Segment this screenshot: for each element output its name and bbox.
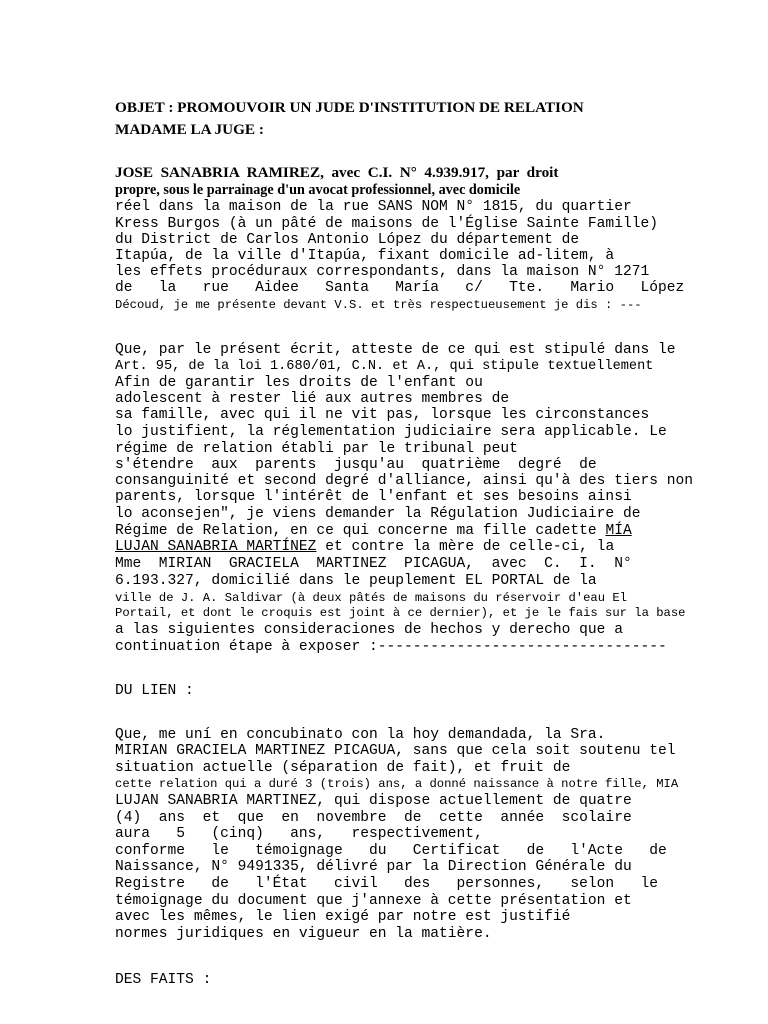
lien-line-1: Que, me uní en concubinato con la hoy demandada, la Sra. — [115, 727, 606, 743]
lien-line-6: (4) ans et que en novembre de cette année scolaire — [115, 810, 632, 826]
request-line-1: Que, par le présent écrit, atteste de ce qui est stipulé dans le — [115, 342, 676, 358]
request-line-13-text: et contre la mère de celle-ci, la — [316, 539, 615, 555]
request-line-9: consanguinité et second degré d'alliance, ainsi qu'à des tiers non — [115, 473, 694, 489]
object-line: OBJET : PROMOUVOIR UN JUDE D'INSTITUTION DE RELATION — [115, 99, 584, 116]
request-line-12-text: Régime de Relation, en ce qui concerne ma fille cadette — [115, 523, 606, 539]
lien-line-7: aura 5 (cinq) ans, respectivement, — [115, 826, 483, 842]
request-line-17: Portail, et dont le croquis est joint à ce dernier), et je le fais sur la base — [115, 606, 686, 620]
request-line-11: lo aconsejen", je viens demander la Régulation Judiciaire de — [115, 506, 641, 522]
request-line-15: 6.193.327, domicilié dans le peuplement EL PORTAL de la — [115, 573, 597, 589]
request-line-19: continuation étape à exposer :--------------------------------- — [115, 639, 667, 655]
intro-line-6: Itapúa, de la ville d'Itapúa, fixant domicile ad-litem, à — [115, 248, 615, 264]
intro-line-1: JOSE SANABRIA RAMIREZ, avec C.I. N° 4.939.917, par droit — [115, 164, 559, 181]
intro-line-8: de la rue Aidee Santa María c/ Tte. Mario López — [115, 280, 685, 296]
lien-line-11: témoignage du document que j'annexe à cette présentation et — [115, 893, 632, 909]
intro-line-2: propre, sous le parrainage d'un avocat professionnel, avec domicile — [115, 182, 521, 198]
lien-line-9: Naissance, N° 9491335, délivré par la Direction Générale du — [115, 859, 632, 875]
intro-line-9: Découd, je me présente devant V.S. et très respectueusement je dis : --- — [115, 298, 642, 312]
lien-line-8: conforme le témoignage du Certificat de l'Acte de — [115, 843, 667, 859]
child-name-underlined-2: LUJAN SANABRIA MARTÍNEZ — [115, 539, 317, 555]
intro-line-3: réel dans la maison de la rue SANS NOM N° 1815, du quartier — [115, 199, 632, 215]
request-line-8: s'étendre aux parents jusqu'au quatrième degré de — [115, 457, 597, 473]
request-line-5: sa famille, avec qui il ne vit pas, lorsque les circonstances — [115, 407, 650, 423]
request-line-2: Art. 95, de la loi 1.680/01, C.N. et A., qui stipule textuellement — [115, 359, 654, 374]
request-line-18: a las siguientes consideraciones de hechos y derecho que a — [115, 622, 623, 638]
lien-line-5: LUJAN SANABRIA MARTINEZ, qui dispose actuellement de quatre — [115, 793, 632, 809]
request-line-3: Afin de garantir les droits de l'enfant ou — [115, 375, 483, 391]
section-faits-title: DES FAITS : — [115, 972, 212, 988]
request-line-4: adolescent à rester lié aux autres membres de — [115, 391, 510, 407]
intro-line-5: du District de Carlos Antonio López du département de — [115, 232, 580, 248]
request-line-10: parents, lorsque l'intérêt de l'enfant et ses besoins ainsi — [115, 489, 632, 505]
lien-line-13: normes juridiques en vigueur en la matière. — [115, 926, 492, 942]
request-line-12 — [115, 523, 685, 539]
section-lien-title: DU LIEN : — [115, 683, 194, 699]
salutation-line: MADAME LA JUGE : — [115, 121, 264, 138]
request-line-14: Mme MIRIAN GRACIELA MARTINEZ PICAGUA, avec C. I. N° — [115, 556, 632, 572]
lien-line-4: cette relation qui a duré 3 (trois) ans, a donné naissance à notre fille, MIA — [115, 777, 679, 791]
request-line-7: régime de relation établi par le tribunal peut — [115, 441, 518, 457]
child-name-underlined-1: MÍA — [605, 523, 632, 539]
lien-line-3: situation actuelle (séparation de fait), et fruit de — [115, 760, 571, 776]
request-line-13 — [115, 539, 685, 555]
lien-line-12: avec les mêmes, le lien exigé par notre est justifié — [115, 909, 571, 925]
lien-line-2: MIRIAN GRACIELA MARTINEZ PICAGUA, sans que cela soit soutenu tel — [115, 743, 676, 759]
request-line-16: ville de J. A. Saldivar (à deux pâtés de maisons du réservoir d'eau El — [115, 591, 627, 605]
intro-line-7: les effets procéduraux correspondants, dans la maison N° 1271 — [115, 264, 650, 280]
lien-line-10: Registre de l'État civil des personnes, selon le — [115, 876, 658, 892]
intro-line-4: Kress Burgos (à un pâté de maisons de l'Église Sainte Famille) — [115, 216, 658, 232]
request-line-6: lo justifient, la réglementation judiciaire sera applicable. Le — [115, 424, 667, 440]
